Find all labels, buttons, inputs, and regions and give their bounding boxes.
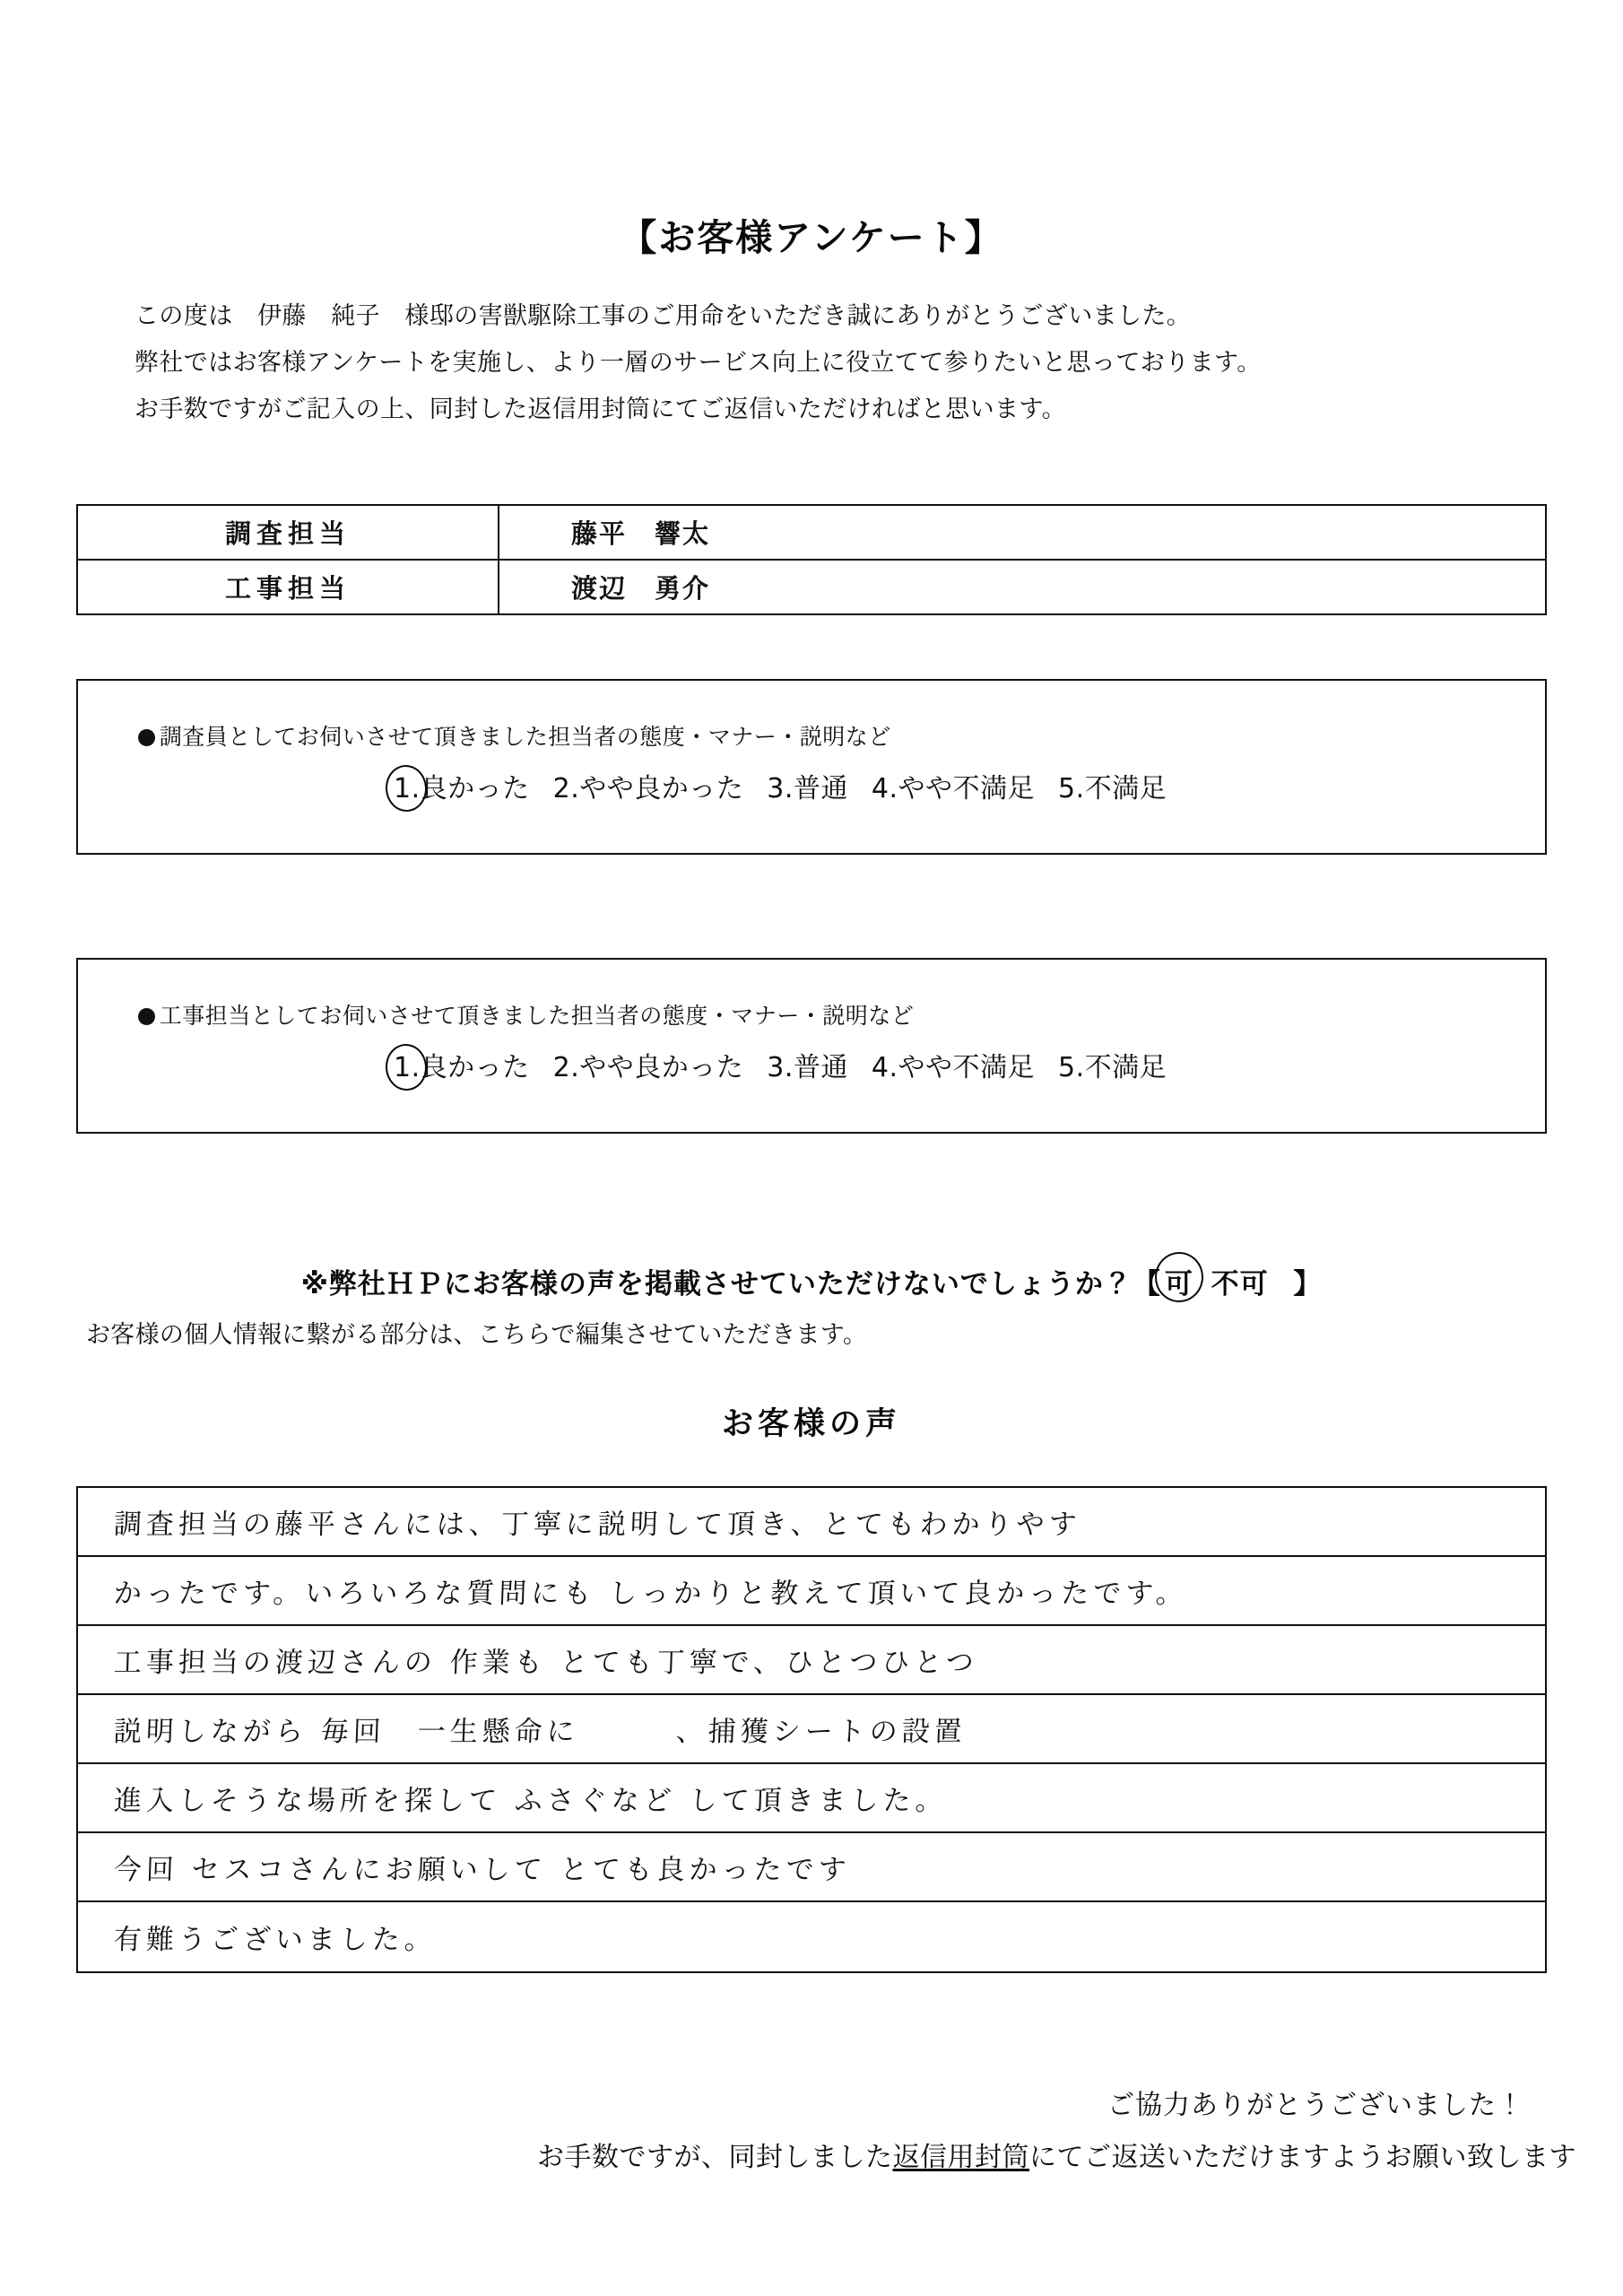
hp-publication-consent-line (0, 1261, 1623, 1301)
hp-consent-option-no[interactable]: 不可 (1211, 1268, 1269, 1300)
rating-option-5[interactable] (1058, 1045, 1167, 1084)
rating-option-3-label: 普通 (793, 773, 848, 804)
rating-option-2[interactable] (553, 766, 744, 805)
hp-consent-question: ※弊社ＨＰにお客様の声を掲載させていただけないでしょうか？【 (300, 1268, 1161, 1300)
list-item (78, 1626, 1545, 1695)
rating-option-4-number: 4. (871, 773, 898, 804)
rating-option-1-label: 良かった (420, 773, 530, 804)
rating-options-group (394, 1045, 1190, 1084)
table-row (77, 560, 1546, 614)
list-item (78, 1833, 1545, 1902)
list-item (78, 1488, 1545, 1557)
customer-voice-line-3: 工事担当の渡辺さんの 作業も とても丁寧で、ひとつひとつ (113, 1647, 979, 1679)
question-block-construction-staff (76, 958, 1547, 1134)
rating-option-2-number: 2. (552, 773, 580, 804)
rating-option-1-label: 良かった (420, 1052, 530, 1083)
staff-role-label: 調査担当 (77, 505, 499, 560)
list-item (78, 1557, 1545, 1626)
rating-option-3-label: 普通 (793, 1052, 848, 1083)
page-title: 【お客様アンケート】 (620, 216, 1003, 259)
customer-voice-line-4: 説明しながら 毎回 一生懸命に 、捕獲シートの設置 (113, 1716, 968, 1748)
rating-option-3[interactable] (767, 1045, 848, 1084)
rating-option-2-label: やや良かった (579, 1052, 744, 1083)
customer-voice-line-2: かったです。いろいろな質問にも しっかりと教えて頂いて良かったです。 (113, 1578, 1189, 1610)
footer-request-underlined: 返信用封筒 (892, 2142, 1029, 2173)
intro-line-1: この度は 伊藤 純子 様邸の害獣駆除工事のご用命をいただき誠にありがとうございました。 (135, 302, 1192, 330)
rating-option-5-label: 不満足 (1084, 773, 1167, 804)
rating-option-1[interactable] (394, 1045, 530, 1084)
list-item (78, 1764, 1545, 1833)
rating-option-4-number: 4. (871, 1052, 898, 1083)
question-heading-text: 工事担当としてお伺いさせて頂きました担当者の態度・マナー・説明など (159, 1003, 915, 1029)
rating-option-5-number: 5. (1058, 773, 1085, 804)
list-item (78, 1902, 1545, 1971)
rating-option-5[interactable] (1058, 766, 1167, 805)
rating-option-1-number: 1. (394, 773, 421, 804)
rating-options-group (394, 766, 1190, 805)
bullet-dot-icon (138, 1008, 155, 1025)
staff-name-value: 渡辺 勇介 (499, 560, 1546, 614)
intro-line-2: 弊社ではお客様アンケートを実施し、より一層のサービス向上に役立てて参りたいと思っております。 (135, 349, 1262, 377)
rating-option-4[interactable] (872, 766, 1035, 805)
footer-request-before: お手数ですが、同封しました (537, 2142, 893, 2173)
customer-voice-box[interactable] (76, 1486, 1547, 1973)
staff-name-value: 藤平 響太 (499, 505, 1546, 560)
rating-option-1[interactable] (394, 766, 530, 805)
question-block-survey-staff (76, 679, 1547, 855)
rating-option-5-label: 不満足 (1084, 1052, 1167, 1083)
hp-consent-privacy-note: お客様の個人情報に繋がる部分は、こちらで編集させていただきます。 (86, 1321, 868, 1349)
table-row (77, 505, 1546, 560)
question-heading (92, 693, 891, 778)
rating-option-4[interactable] (872, 1045, 1035, 1084)
hp-consent-option-yes[interactable]: 可 (1161, 1261, 1197, 1301)
rating-option-3[interactable] (767, 766, 848, 805)
rating-option-2[interactable] (553, 1045, 744, 1084)
rating-option-3-number: 3. (767, 1052, 794, 1083)
rating-option-2-label: やや良かった (579, 773, 744, 804)
customer-voice-title: お客様の声 (721, 1406, 901, 1442)
footer-request-after: にてご返送いただけますようお願い致します (1029, 2142, 1576, 2173)
rating-option-2-number: 2. (552, 1052, 580, 1083)
customer-voice-line-6: 今回 セスコさんにお願いして とても良かったです (113, 1854, 852, 1886)
hp-consent-bracket-close: 】 (1293, 1268, 1323, 1300)
bullet-dot-icon (138, 729, 155, 746)
staff-role-label: 工事担当 (77, 560, 499, 614)
rating-option-4-label: やや不満足 (898, 773, 1035, 804)
staff-assignment-table (76, 504, 1547, 615)
customer-voice-line-7: 有難うございました。 (113, 1924, 438, 1956)
rating-option-4-label: やや不満足 (898, 1052, 1035, 1083)
intro-paragraph (135, 293, 1533, 433)
customer-voice-line-5: 進入しそうな場所を探して ふさぐなど して頂きました。 (113, 1785, 949, 1817)
intro-line-3: お手数ですがご記入の上、同封した返信用封筒にてご返信いただければと思います。 (135, 396, 1067, 423)
rating-option-3-number: 3. (767, 773, 794, 804)
question-heading-text: 調査員としてお伺いさせて頂きました担当者の態度・マナー・説明など (159, 724, 891, 750)
rating-option-5-number: 5. (1058, 1052, 1085, 1083)
footer-thanks-text: ご協力ありがとうございました！ (1107, 2090, 1524, 2121)
footer-request-text (537, 2135, 1576, 2174)
question-heading (92, 972, 914, 1057)
rating-option-1-number: 1. (394, 1052, 421, 1083)
list-item (78, 1695, 1545, 1764)
customer-voice-line-1: 調査担当の藤平さんには、丁寧に説明して頂き、とてもわかりやす (113, 1509, 1082, 1541)
